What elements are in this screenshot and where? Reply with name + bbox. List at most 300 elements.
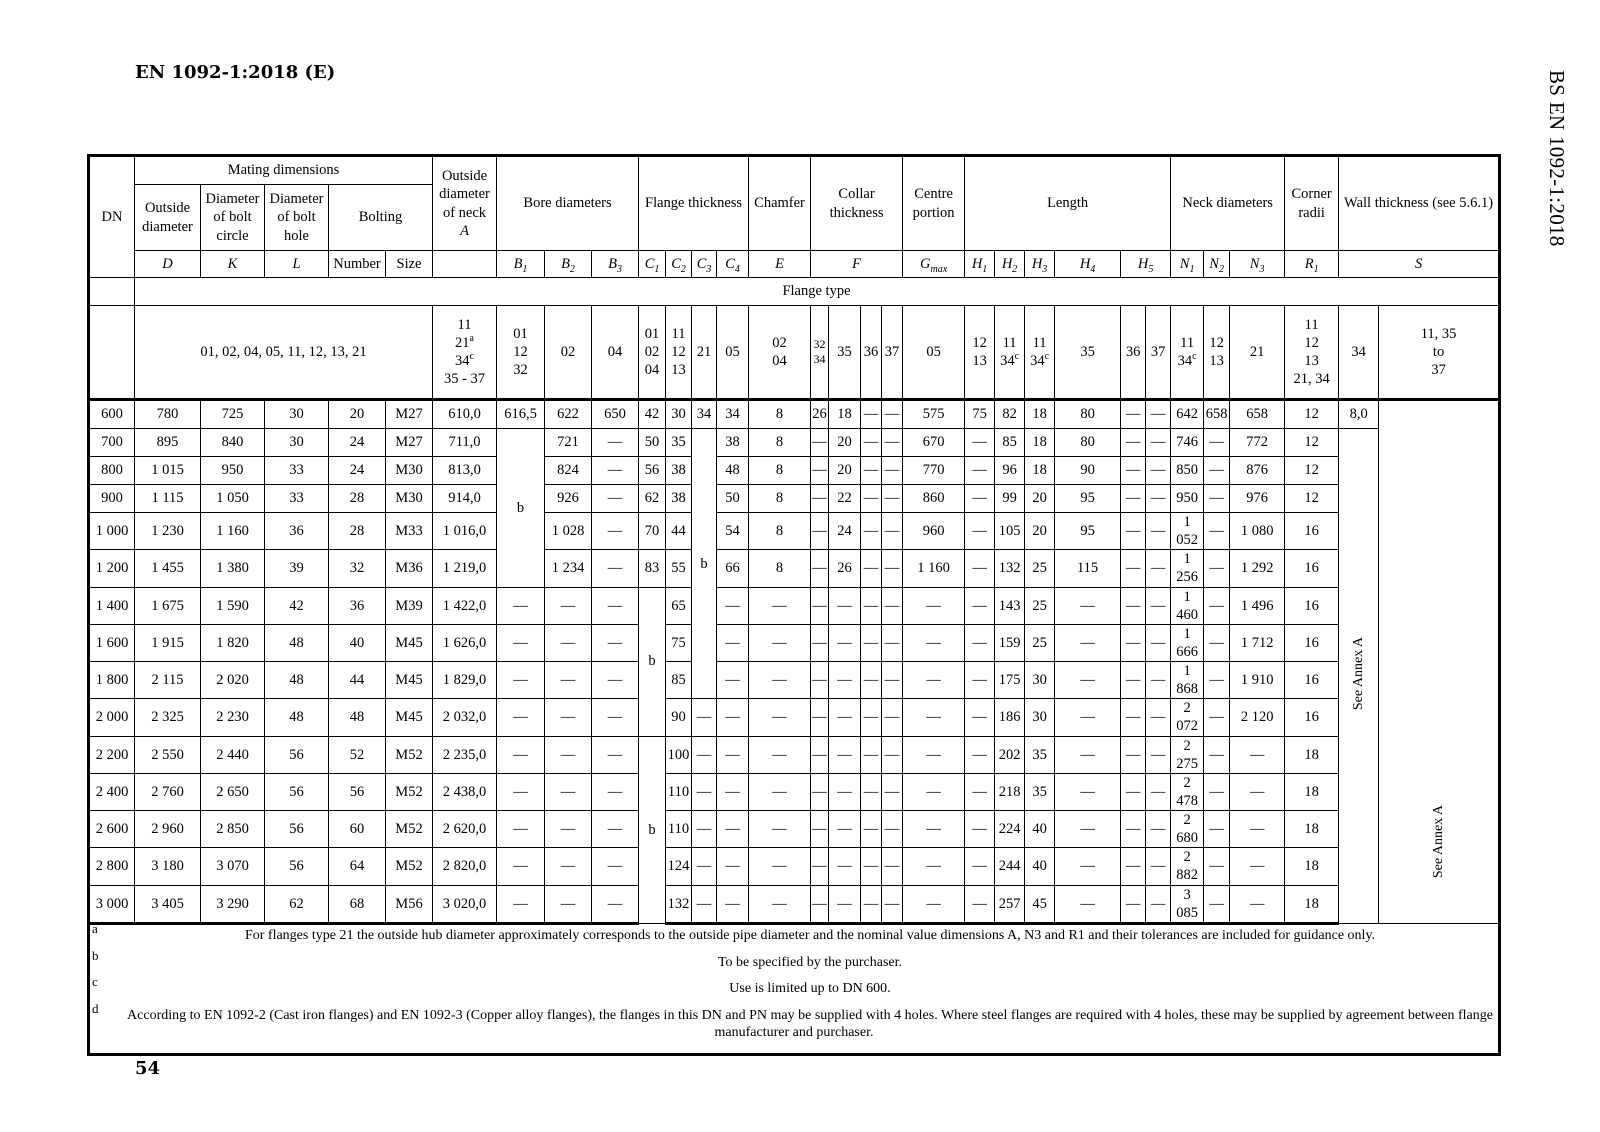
table-cell: — bbox=[545, 811, 592, 848]
table-cell: — bbox=[965, 587, 995, 624]
purchaser-specified-mark: b bbox=[639, 736, 666, 923]
table-cell: — bbox=[965, 429, 995, 457]
table-cell: 2 478 bbox=[1171, 773, 1204, 810]
table-cell: 914,0 bbox=[433, 485, 497, 513]
table-cell: 62 bbox=[265, 885, 329, 923]
table-cell: M30 bbox=[386, 485, 433, 513]
table-cell: — bbox=[592, 885, 639, 923]
table-cell: — bbox=[1204, 736, 1230, 773]
table-cell: — bbox=[592, 773, 639, 810]
table-cell: — bbox=[965, 662, 995, 699]
sym-s: S bbox=[1339, 251, 1500, 278]
table-cell: 3 290 bbox=[201, 885, 265, 923]
table-cell: — bbox=[882, 662, 903, 699]
table-cell: — bbox=[882, 485, 903, 513]
sym-r1: $R_1$ bbox=[1285, 251, 1339, 278]
table-cell: 1 015 bbox=[135, 457, 201, 485]
table-cell: — bbox=[749, 773, 811, 810]
table-cell: 1 028 bbox=[545, 513, 592, 550]
length-header: Length bbox=[965, 156, 1171, 251]
dn-header: DN bbox=[89, 156, 135, 278]
table-cell: 56 bbox=[639, 457, 666, 485]
table-cell: — bbox=[882, 513, 903, 550]
table-cell: 1 292 bbox=[1230, 550, 1285, 587]
dn-cell: 1 000 bbox=[89, 513, 135, 550]
table-cell: — bbox=[1146, 848, 1171, 885]
table-cell: — bbox=[1146, 513, 1171, 550]
table-cell: — bbox=[717, 662, 749, 699]
table-cell: — bbox=[811, 550, 829, 587]
table-cell: — bbox=[1146, 550, 1171, 587]
table-cell: — bbox=[592, 811, 639, 848]
table-cell: — bbox=[497, 736, 545, 773]
table-cell: — bbox=[1146, 773, 1171, 810]
table-cell: — bbox=[882, 736, 903, 773]
table-cell: — bbox=[861, 457, 882, 485]
corner-radii-header: Corner radii bbox=[1285, 156, 1339, 251]
table-cell: 48 bbox=[265, 624, 329, 661]
table-cell: 90 bbox=[666, 699, 692, 736]
table-cell: — bbox=[1121, 848, 1146, 885]
table-cell: — bbox=[903, 736, 965, 773]
table-cell: 926 bbox=[545, 485, 592, 513]
table-cell: 65 bbox=[666, 587, 692, 624]
table-cell: 725 bbox=[201, 400, 265, 429]
table-cell: — bbox=[545, 662, 592, 699]
table-cell: 2 650 bbox=[201, 773, 265, 810]
table-cell: 1 626,0 bbox=[433, 624, 497, 661]
table-cell: — bbox=[592, 662, 639, 699]
table-cell: — bbox=[717, 773, 749, 810]
table-cell: 48 bbox=[329, 699, 386, 736]
table-cell: 746 bbox=[1171, 429, 1204, 457]
table-cell: 1 160 bbox=[903, 550, 965, 587]
table-cell: 83 bbox=[639, 550, 666, 587]
table-cell: — bbox=[749, 662, 811, 699]
document-header: EN 1092-1:2018 (E) bbox=[135, 62, 336, 83]
table-cell: — bbox=[1204, 587, 1230, 624]
centre-portion-header: Centre portion bbox=[903, 156, 965, 251]
table-cell: 1 160 bbox=[201, 513, 265, 550]
table-cell: 80 bbox=[1055, 400, 1121, 429]
table-cell: — bbox=[717, 587, 749, 624]
table-cell: M56 bbox=[386, 885, 433, 923]
table-cell: — bbox=[965, 624, 995, 661]
table-cell: 1 050 bbox=[201, 485, 265, 513]
table-row bbox=[89, 457, 1500, 485]
sym-b3: $B_3$ bbox=[592, 251, 639, 278]
table-cell: — bbox=[811, 429, 829, 457]
table-cell: — bbox=[749, 885, 811, 923]
table-cell: — bbox=[497, 587, 545, 624]
table-cell: 960 bbox=[903, 513, 965, 550]
table-cell: — bbox=[717, 885, 749, 923]
footnote-d: d According to EN 1092-2 (Cast iron flanges) and EN 1092-3 (Copper alloy flanges), the flanges in this DN and PN may be supplied with 4 holes. Where steel flanges are required with 4 holes, these may be supplied by agreement between flange manufacturer and purchaser. bbox=[92, 1000, 1493, 1040]
table-cell: — bbox=[692, 811, 717, 848]
table-cell: 2 325 bbox=[135, 699, 201, 736]
table-cell: 30 bbox=[265, 429, 329, 457]
table-cell: 2 960 bbox=[135, 811, 201, 848]
table-cell: M45 bbox=[386, 624, 433, 661]
table-cell: — bbox=[965, 550, 995, 587]
table-cell: 1 910 bbox=[1230, 662, 1285, 699]
table-cell: — bbox=[1230, 848, 1285, 885]
table-cell: 82 bbox=[995, 400, 1025, 429]
table-cell: 132 bbox=[666, 885, 692, 923]
table-cell: 18 bbox=[829, 400, 861, 429]
standard-side-label: BS EN 1092-1:2018 bbox=[1545, 70, 1569, 247]
table-cell: 32 bbox=[329, 550, 386, 587]
table-cell: 36 bbox=[329, 587, 386, 624]
table-cell: 36 bbox=[265, 513, 329, 550]
table-cell: — bbox=[497, 662, 545, 699]
table-cell: 45 bbox=[1025, 885, 1055, 923]
table-cell: — bbox=[829, 885, 861, 923]
see-annex-a-note: See Annex A bbox=[1379, 400, 1500, 924]
table-cell: — bbox=[1230, 885, 1285, 923]
table-cell: — bbox=[1055, 587, 1121, 624]
table-cell: — bbox=[811, 699, 829, 736]
table-cell: — bbox=[829, 811, 861, 848]
purchaser-specified-mark: b bbox=[639, 587, 666, 736]
table-cell: M30 bbox=[386, 457, 433, 485]
table-cell: 950 bbox=[1171, 485, 1204, 513]
table-cell: 224 bbox=[995, 811, 1025, 848]
dn-cell: 1 200 bbox=[89, 550, 135, 587]
table-cell: 100 bbox=[666, 736, 692, 773]
table-cell: 39 bbox=[265, 550, 329, 587]
table-cell: 24 bbox=[329, 429, 386, 457]
table-row bbox=[89, 811, 1500, 848]
sym-e: E bbox=[749, 251, 811, 278]
table-cell: 3 085 bbox=[1171, 885, 1204, 923]
table-cell: 650 bbox=[592, 400, 639, 429]
types-g: 05 bbox=[903, 306, 965, 400]
table-cell: 95 bbox=[1055, 485, 1121, 513]
bolting-header: Bolting bbox=[329, 185, 433, 251]
table-cell: 16 bbox=[1285, 624, 1339, 661]
table-cell: — bbox=[1146, 624, 1171, 661]
table-cell: — bbox=[811, 736, 829, 773]
table-cell: M52 bbox=[386, 773, 433, 810]
table-cell: 1 234 bbox=[545, 550, 592, 587]
table-cell: 186 bbox=[995, 699, 1025, 736]
table-cell: — bbox=[1230, 736, 1285, 773]
table-cell: 20 bbox=[829, 429, 861, 457]
table-cell: — bbox=[903, 848, 965, 885]
table-cell: — bbox=[882, 773, 903, 810]
types-r1: 11 12 13 21, 34 bbox=[1285, 306, 1339, 400]
table-cell: — bbox=[861, 811, 882, 848]
table-cell: — bbox=[861, 848, 882, 885]
table-cell: — bbox=[497, 624, 545, 661]
table-cell: — bbox=[1055, 699, 1121, 736]
table-cell: — bbox=[829, 587, 861, 624]
table-cell: — bbox=[1146, 587, 1171, 624]
table-cell: — bbox=[497, 773, 545, 810]
size-header: Size bbox=[386, 251, 433, 278]
table-cell: 68 bbox=[329, 885, 386, 923]
table-cell: 56 bbox=[265, 811, 329, 848]
table-cell: — bbox=[592, 736, 639, 773]
table-cell: 1 052 bbox=[1171, 513, 1204, 550]
table-cell: 35 bbox=[1025, 773, 1055, 810]
table-cell: — bbox=[1121, 811, 1146, 848]
table-cell: 175 bbox=[995, 662, 1025, 699]
sym-c1: $C_1$ bbox=[639, 251, 666, 278]
table-cell: 20 bbox=[1025, 485, 1055, 513]
table-cell: — bbox=[1146, 662, 1171, 699]
table-row bbox=[89, 662, 1500, 699]
table-cell: — bbox=[1055, 736, 1121, 773]
types-f1: 32 34 bbox=[811, 306, 829, 400]
table-cell: 8 bbox=[749, 457, 811, 485]
table-cell: — bbox=[1146, 485, 1171, 513]
table-cell: — bbox=[965, 485, 995, 513]
number-header: Number bbox=[329, 251, 386, 278]
table-cell: 16 bbox=[1285, 662, 1339, 699]
table-cell: 1 080 bbox=[1230, 513, 1285, 550]
types-h3: 11 34$^c$ bbox=[1025, 306, 1055, 400]
types-r2: 34 bbox=[1339, 306, 1379, 400]
dn-cell: 700 bbox=[89, 429, 135, 457]
table-cell: 18 bbox=[1025, 429, 1055, 457]
table-cell: 95 bbox=[1055, 513, 1121, 550]
table-cell: 976 bbox=[1230, 485, 1285, 513]
table-cell: 124 bbox=[666, 848, 692, 885]
table-cell: — bbox=[497, 848, 545, 885]
table-cell: 2 020 bbox=[201, 662, 265, 699]
table-row bbox=[89, 485, 1500, 513]
table-cell: — bbox=[829, 699, 861, 736]
table-row bbox=[89, 885, 1500, 923]
table-cell: — bbox=[1204, 773, 1230, 810]
table-cell: 132 bbox=[995, 550, 1025, 587]
collar-thickness-header: Collar thickness bbox=[811, 156, 903, 251]
table-cell: — bbox=[692, 773, 717, 810]
table-cell: 658 bbox=[1230, 400, 1285, 429]
types-h1: 12 13 bbox=[965, 306, 995, 400]
table-cell: 3 405 bbox=[135, 885, 201, 923]
table-cell: — bbox=[965, 848, 995, 885]
table-cell: 159 bbox=[995, 624, 1025, 661]
footnote-b: b To be specified by the purchaser. bbox=[92, 947, 903, 970]
table-cell: 25 bbox=[1025, 550, 1055, 587]
table-cell: 33 bbox=[265, 457, 329, 485]
table-cell: — bbox=[861, 699, 882, 736]
table-row bbox=[89, 699, 1500, 736]
table-cell: 840 bbox=[201, 429, 265, 457]
table-cell: 1 219,0 bbox=[433, 550, 497, 587]
table-cell: — bbox=[749, 624, 811, 661]
table-cell: 16 bbox=[1285, 550, 1339, 587]
table-row bbox=[89, 587, 1500, 624]
table-cell: — bbox=[545, 885, 592, 923]
table-cell: M36 bbox=[386, 550, 433, 587]
table-cell: 90 bbox=[1055, 457, 1121, 485]
table-cell: 12 bbox=[1285, 485, 1339, 513]
table-cell: 1 915 bbox=[135, 624, 201, 661]
sym-b1: $B_1$ bbox=[497, 251, 545, 278]
types-s: 11, 35 to 37 bbox=[1379, 306, 1500, 400]
table-row bbox=[89, 429, 1500, 457]
table-cell: — bbox=[903, 624, 965, 661]
table-cell: 8 bbox=[749, 485, 811, 513]
table-cell: 25 bbox=[1025, 587, 1055, 624]
table-cell: 33 bbox=[265, 485, 329, 513]
sym-c3: $C_3$ bbox=[692, 251, 717, 278]
table-cell: — bbox=[1204, 429, 1230, 457]
table-cell: 12 bbox=[1285, 400, 1339, 429]
table-cell: M33 bbox=[386, 513, 433, 550]
table-cell: 48 bbox=[265, 699, 329, 736]
table-cell: 1 460 bbox=[1171, 587, 1204, 624]
table-row bbox=[89, 624, 1500, 661]
table-cell: — bbox=[811, 587, 829, 624]
table-cell: — bbox=[1204, 513, 1230, 550]
table-cell: — bbox=[811, 457, 829, 485]
table-cell: 780 bbox=[135, 400, 201, 429]
table-cell: 40 bbox=[329, 624, 386, 661]
table-cell: — bbox=[903, 699, 965, 736]
table-cell: 16 bbox=[1285, 699, 1339, 736]
table-cell: 60 bbox=[329, 811, 386, 848]
table-cell: 80 bbox=[1055, 429, 1121, 457]
table-cell: 3 070 bbox=[201, 848, 265, 885]
purchaser-specified-mark: b bbox=[497, 429, 545, 588]
types-f4: 37 bbox=[882, 306, 903, 400]
table-cell: 2 438,0 bbox=[433, 773, 497, 810]
dn-cell: 2 400 bbox=[89, 773, 135, 810]
table-cell: 18 bbox=[1025, 400, 1055, 429]
dn-spacer bbox=[89, 278, 135, 306]
table-cell: — bbox=[1204, 457, 1230, 485]
table-cell: — bbox=[717, 699, 749, 736]
table-cell: 50 bbox=[639, 429, 666, 457]
table-cell: 1 422,0 bbox=[433, 587, 497, 624]
table-cell: — bbox=[861, 485, 882, 513]
table-cell: 642 bbox=[1171, 400, 1204, 429]
flange-type-header: Flange type bbox=[135, 278, 1500, 306]
table-cell: — bbox=[1204, 624, 1230, 661]
types-h5b: 37 bbox=[1146, 306, 1171, 400]
table-cell: — bbox=[829, 662, 861, 699]
dn-cell: 1 600 bbox=[89, 624, 135, 661]
table-cell: M52 bbox=[386, 848, 433, 885]
dn-cell: 2 800 bbox=[89, 848, 135, 885]
table-cell: M27 bbox=[386, 400, 433, 429]
table-cell: — bbox=[692, 885, 717, 923]
table-cell: — bbox=[717, 624, 749, 661]
table-cell: 1 666 bbox=[1171, 624, 1204, 661]
table-cell: — bbox=[811, 885, 829, 923]
table-cell: 75 bbox=[965, 400, 995, 429]
table-cell: 75 bbox=[666, 624, 692, 661]
table-row bbox=[89, 400, 1500, 429]
table-cell: — bbox=[903, 662, 965, 699]
mating-dimensions-header: Mating dimensions bbox=[135, 156, 433, 185]
table-cell: — bbox=[545, 848, 592, 885]
table-cell: — bbox=[811, 485, 829, 513]
table-cell: 38 bbox=[666, 457, 692, 485]
sym-h4: $H_4$ bbox=[1055, 251, 1121, 278]
table-cell: 622 bbox=[545, 400, 592, 429]
table-cell: 8 bbox=[749, 400, 811, 429]
table-cell: 35 bbox=[666, 429, 692, 457]
table-cell: — bbox=[1146, 429, 1171, 457]
table-cell: — bbox=[717, 736, 749, 773]
table-cell: 2 230 bbox=[201, 699, 265, 736]
table-cell: 202 bbox=[995, 736, 1025, 773]
table-row bbox=[89, 773, 1500, 810]
table-cell: — bbox=[829, 736, 861, 773]
purchaser-specified-mark: b bbox=[692, 429, 717, 699]
types-c1: 01 02 04 bbox=[639, 306, 666, 400]
table-cell: — bbox=[1121, 624, 1146, 661]
table-cell: — bbox=[497, 699, 545, 736]
table-cell: 48 bbox=[265, 662, 329, 699]
table-cell: 24 bbox=[829, 513, 861, 550]
table-cell: — bbox=[861, 587, 882, 624]
table-cell: — bbox=[1121, 587, 1146, 624]
sym-l: L bbox=[265, 251, 329, 278]
sym-a-spacer bbox=[433, 251, 497, 278]
table-cell: — bbox=[811, 773, 829, 810]
table-cell: M52 bbox=[386, 736, 433, 773]
see-annex-a-note: See Annex A bbox=[1339, 429, 1379, 924]
types-e: 02 04 bbox=[749, 306, 811, 400]
table-cell: 18 bbox=[1285, 773, 1339, 810]
table-cell: 85 bbox=[995, 429, 1025, 457]
table-cell: 3 180 bbox=[135, 848, 201, 885]
flange-thickness-header: Flange thickness bbox=[639, 156, 749, 251]
dn-cell: 1 800 bbox=[89, 662, 135, 699]
table-cell: — bbox=[497, 811, 545, 848]
table-cell: 143 bbox=[995, 587, 1025, 624]
table-cell: 575 bbox=[903, 400, 965, 429]
table-cell: 8,0 bbox=[1339, 400, 1379, 429]
table-cell: 1 675 bbox=[135, 587, 201, 624]
sym-d: D bbox=[135, 251, 201, 278]
flange-dimensions-table bbox=[87, 154, 1501, 1056]
table-cell: — bbox=[749, 811, 811, 848]
table-cell: 35 bbox=[1025, 736, 1055, 773]
table-cell: 18 bbox=[1285, 736, 1339, 773]
table-cell: — bbox=[592, 699, 639, 736]
table-cell: — bbox=[882, 811, 903, 848]
table-cell: — bbox=[1121, 885, 1146, 923]
table-cell: 721 bbox=[545, 429, 592, 457]
table-cell: — bbox=[592, 624, 639, 661]
table-cell: 2 620,0 bbox=[433, 811, 497, 848]
types-n3: 21 bbox=[1230, 306, 1285, 400]
dn-cell: 900 bbox=[89, 485, 135, 513]
table-cell: — bbox=[811, 513, 829, 550]
table-cell: 1 380 bbox=[201, 550, 265, 587]
sym-gmax: $G_{max}$ bbox=[903, 251, 965, 278]
dn-cell: 2 600 bbox=[89, 811, 135, 848]
table-cell: 616,5 bbox=[497, 400, 545, 429]
types-c2: 11 12 13 bbox=[666, 306, 692, 400]
table-cell: 2 115 bbox=[135, 662, 201, 699]
types-n1: 11 34$^c$ bbox=[1171, 306, 1204, 400]
table-cell: — bbox=[545, 699, 592, 736]
table-cell: 70 bbox=[639, 513, 666, 550]
sym-n3: $N_3$ bbox=[1230, 251, 1285, 278]
table-cell: — bbox=[1146, 885, 1171, 923]
table-cell: 2 760 bbox=[135, 773, 201, 810]
table-cell: 34 bbox=[717, 400, 749, 429]
